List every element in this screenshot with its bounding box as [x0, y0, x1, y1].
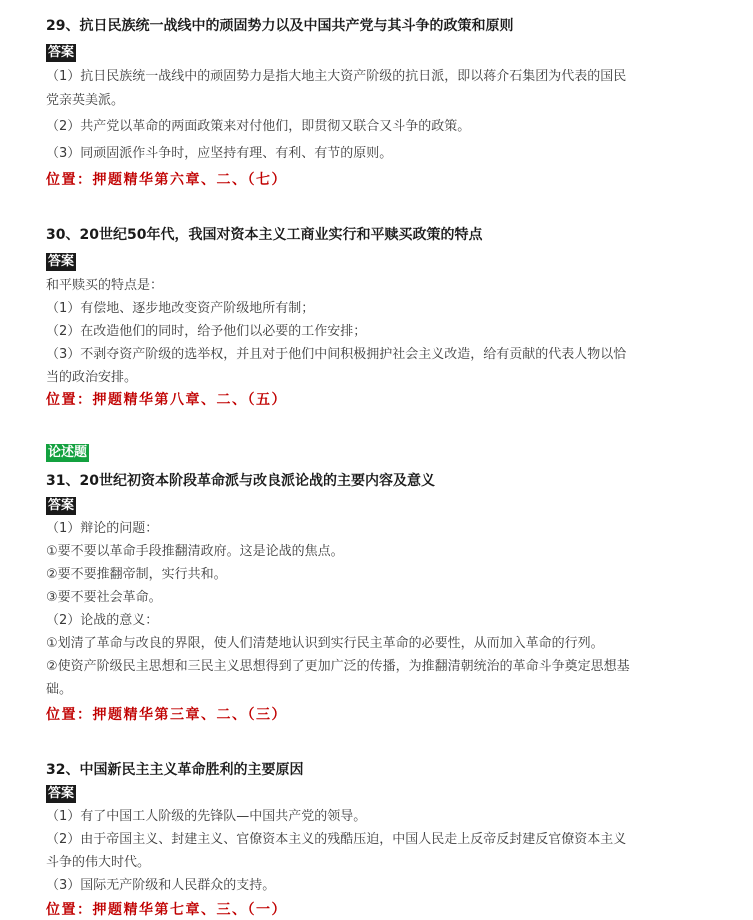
answer-line: （1）有了中国工人阶级的先锋队—中国共产党的领导。 [46, 809, 367, 824]
answer-line: （3）同顽固派作斗争时，应坚持有理、有利、有节的原则。 [46, 146, 393, 161]
answer-line: （2）在改造他们的同时，给予他们以必要的工作安排； [46, 324, 367, 339]
answer-line: （1）抗日民族统一战线中的顽固势力是指大地主大资产阶级的抗日派，即以蒋介石集团为代表的国民 [46, 69, 627, 84]
answer-line: ①划清了革命与改良的界限，使人们清楚地认识到实行民主革命的必要性，从而加入革命的行列。 [46, 636, 604, 651]
answer-line: 斗争的伟大时代。 [46, 855, 151, 870]
answer-line: 党亲英美派。 [46, 93, 125, 108]
answer-line: ①要不要以革命手段推翻清政府。这是论战的焦点。 [46, 544, 344, 559]
answer-line: 当的政治安排。 [46, 370, 138, 385]
position-reference: 位置：押题精华第七章、三、（一） [46, 902, 287, 918]
question-29-title: 29、抗日民族统一战线中的顽固势力以及中国共产党与其斗争的政策和原则 [46, 18, 514, 34]
answer-line: （3）不剥夺资产阶级的选举权，并且对于他们中间积极拥护社会主义改造，给有贡献的代表人物以恰 [46, 347, 627, 362]
position-reference: 位置：押题精华第八章、二、（五） [46, 392, 287, 408]
answer-line: （2）论战的意义： [46, 613, 159, 628]
question-31-title: 31、20世纪初资本阶段革命派与改良派论战的主要内容及意义 [46, 473, 435, 489]
answer-tag: 答案 [48, 498, 75, 513]
answer-line: （1）辩论的问题： [46, 521, 159, 536]
essay-section-tag: 论述题 [48, 445, 88, 460]
question-30-title: 30、20世纪50年代，我国对资本主义工商业实行和平赎买政策的特点 [46, 227, 483, 243]
answer-line: 础。 [46, 682, 73, 697]
answer-line: ③要不要社会革命。 [46, 590, 162, 605]
answer-line: ②要不要推翻帝制，实行共和。 [46, 567, 227, 582]
answer-line: （2）由于帝国主义、封建主义、官僚资本主义的残酷压迫，中国人民走上反帝反封建反官僚资本主义 [46, 832, 627, 847]
answer-line: 和平赎买的特点是： [46, 278, 164, 293]
answer-tag: 答案 [48, 254, 75, 269]
answer-line: （1）有偿地、逐步地改变资产阶级地所有制； [46, 301, 315, 316]
answer-line: （2）共产党以革命的两面政策来对付他们，即贯彻又联合又斗争的政策。 [46, 119, 471, 134]
answer-line: ②使资产阶级民主思想和三民主义思想得到了更加广泛的传播，为推翻清朝统治的革命斗争奠定思想基 [46, 659, 630, 674]
answer-line: （3）国际无产阶级和人民群众的支持。 [46, 878, 276, 893]
position-reference: 位置：押题精华第三章、二、（三） [46, 707, 287, 723]
position-reference: 位置：押题精华第六章、二、（七） [46, 172, 287, 188]
answer-tag: 答案 [48, 786, 75, 801]
answer-tag: 答案 [48, 45, 75, 60]
question-32-title: 32、中国新民主主义革命胜利的主要原因 [46, 762, 304, 778]
